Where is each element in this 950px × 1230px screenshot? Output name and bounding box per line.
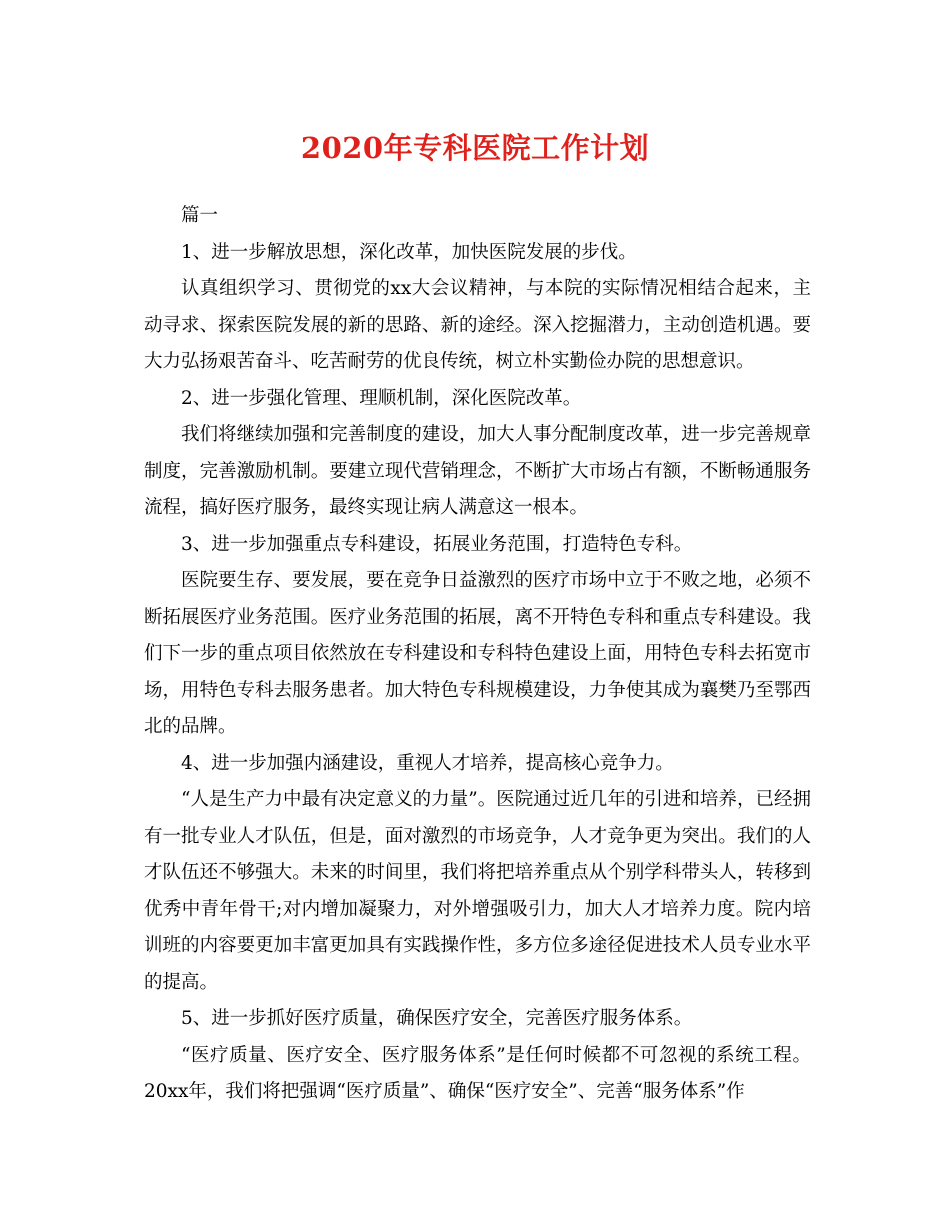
item-heading-2: 2、进一步强化管理、理顺机制，深化医院改革。 xyxy=(181,387,582,409)
item-paragraph-4: “人是生产力中最有决定意义的力量”。医院通过近几年的引进和培养，已经拥有一批专业人才队伍，但是，面对激烈的市场竞争，人才竞争更为突出。我们的人才队伍还不够强大。未来的时间里，我们将把培养重点从个别学科带头人，转移到优秀中青年骨干;对内增加凝聚力，对外增强吸引力，加大人才培养力度。院内培训班的内容要更加丰富更加具有实践操作性，多方位多途径促进技术人员专业水平的提高。 xyxy=(144,789,811,993)
item-paragraph-5: “医疗质量、医疗安全、医疗服务体系”是任何时候都不可忽视的系统工程。20xx年，我们将把强调“医疗质量”、确保“医疗安全”、完善“服务体系”作 xyxy=(144,1044,811,1102)
item-paragraph-1: 认真组织学习、贯彻党的xx大会议精神，与本院的实际情况相结合起来，主动寻求、探索医院发展的新的思路、新的途经。深入挖掘潜力，主动创造机遇。要大力弘扬艰苦奋斗、吃苦耐劳的优良传统，树立朴实勤俭办院的思想意识。 xyxy=(144,278,811,372)
item-paragraph-3: 医院要生存、要发展，要在竞争日益激烈的医疗市场中立于不败之地，必须不断拓展医疗业务范围。医疗业务范围的拓展，离不开特色专科和重点专科建设。我们下一步的重点项目依然放在专科建设和专科特色建设上面，用特色专科去拓宽市场，用特色专科去服务患者。加大特色专科规模建设，力争使其成为襄樊乃至鄂西北的品牌。 xyxy=(144,570,811,737)
item-heading-1: 1、进一步解放思想，深化改革，加快医院发展的步伐。 xyxy=(181,241,637,263)
document-body xyxy=(144,198,811,1111)
item-heading-3: 3、进一步加强重点专科建设，拓展业务范围，打造特色专科。 xyxy=(181,533,693,555)
item-paragraph-2: 我们将继续加强和完善制度的建设，加大人事分配制度改革，进一步完善规章制度，完善激励机制。要建立现代营销理念，不断扩大市场占有额，不断畅通服务流程，搞好医疗服务，最终实现让病人满意这一根本。 xyxy=(144,424,811,518)
section-heading: 篇一 xyxy=(181,205,219,226)
item-heading-4: 4、进一步加强内涵建设，重视人才培养，提高核心竞争力。 xyxy=(181,752,674,774)
item-heading-5: 5、进一步抓好医疗质量，确保医疗安全，完善医疗服务体系。 xyxy=(181,1008,693,1029)
document-title: 2020年专科医院工作计划 xyxy=(300,131,650,165)
